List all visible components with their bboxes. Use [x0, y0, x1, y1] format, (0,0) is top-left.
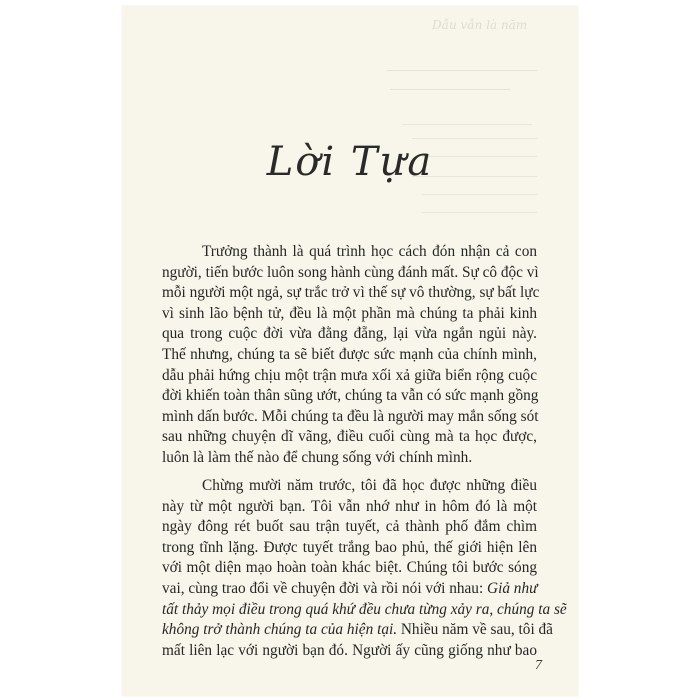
text-line: vì sinh lão bệnh tử, đều là một phần mà chúng ta phải kinh — [162, 304, 537, 322]
text-line: sau những chuyện dĩ vãng, điều cuối cùng mà ta học được, — [162, 428, 537, 446]
book-page — [122, 6, 578, 696]
text-line: trong tĩnh lặng. Được tuyết trắng bao phủ, thế giới hiện lên — [162, 538, 537, 556]
text-line-with-quote — [162, 579, 537, 600]
text-line: đời khiến toàn thân sũng ướt, chúng ta vẫn có sức mạnh gồng — [162, 387, 539, 405]
text-line: Chừng mười năm trước, tôi đã học được những điều — [202, 477, 537, 494]
text-line-with-quote — [162, 620, 553, 641]
italic-quote-line — [162, 600, 567, 621]
text-line: dẫu phải hứng chịu một trận mưa xối xả giữa biển rộng cuộc — [162, 366, 537, 384]
text-line: Trưởng thành là quá trình học cách đón nhận cả con — [202, 243, 537, 260]
text-segment: vai, cùng trao đổi về chuyện đời và rồi nói với nhau: — [162, 579, 484, 597]
paragraph-1 — [162, 242, 540, 469]
text-segment: Nhiều năm về sau, tôi đã — [400, 621, 553, 639]
text-line: với một diện mạo hoàn toàn khác biệt. Chúng tôi bước sóng — [162, 559, 537, 577]
paragraph-2 — [162, 476, 567, 661]
show-through-header: Dẫu vẫn là năm — [432, 18, 528, 32]
page-number: 7 — [535, 658, 542, 673]
text-line: luôn là làm thế nào để chung sống với chính mình. — [162, 448, 473, 466]
text-line: qua trong cuộc đời vừa đằng đẵng, lại vừa ngắn ngủi này. — [162, 325, 537, 343]
text-line: mình dấn bước. Mỗi chúng ta đều là người may mắn sống sót — [162, 407, 539, 425]
italic-quote-end: không trở thành chúng ta của hiện tại. — [162, 621, 398, 639]
text-line: người, tiến bước luôn song hành cùng đánh mất. Sự cô độc vì — [162, 263, 539, 281]
chapter-title: Lời Tựa — [266, 139, 434, 185]
text-line: mất liên lạc với người bạn đó. Người ấy cũng giống như bao — [162, 641, 537, 659]
text-line: mỗi người một ngả, sự trắc trở vì thế sự vô thường, sự bất lực — [162, 284, 540, 302]
text-line: này từ một người bạn. Tôi vẫn nhớ như in hôm đó là một — [162, 497, 537, 515]
italic-quote-start: Giả như — [487, 579, 538, 597]
italic-quote: tất thảy mọi điều trong quá khứ đều chưa từng xảy ra, chúng ta sẽ — [162, 600, 567, 618]
text-line: Thế nhưng, chúng ta sẽ biết được sức mạnh của chính mình, — [162, 345, 537, 363]
text-line: ngày đông rét buốt sau trận tuyết, cả thành phố đắm chìm — [162, 518, 537, 536]
